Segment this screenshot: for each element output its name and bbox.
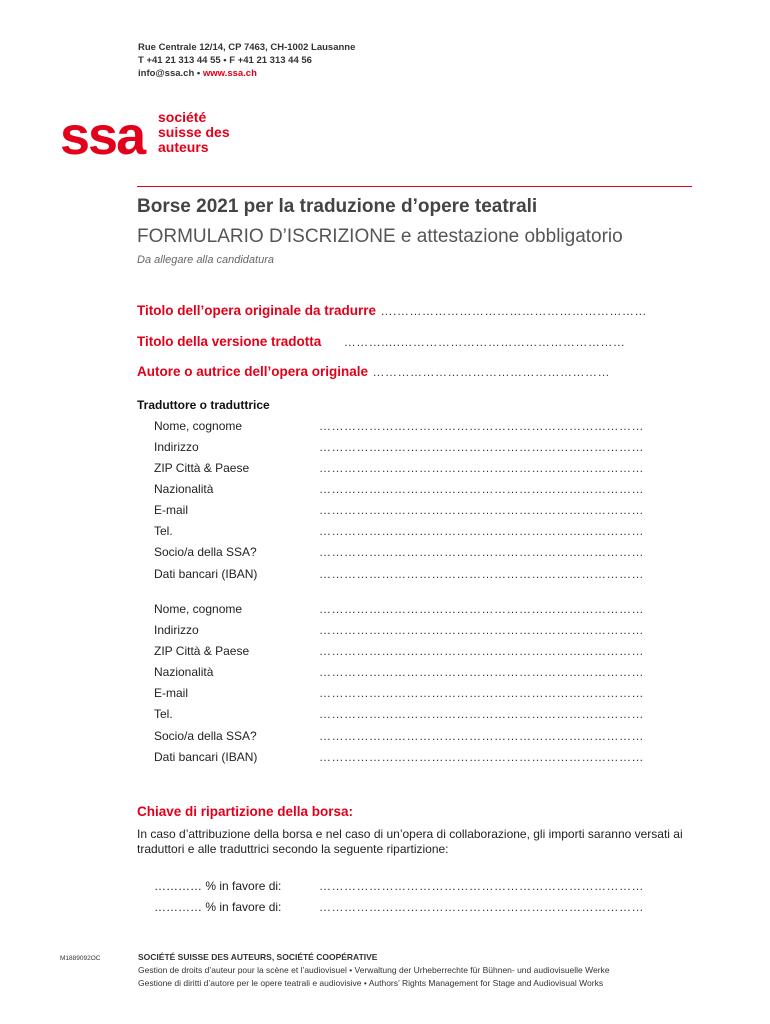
t1-name-label: Nome, cognome <box>154 419 243 433</box>
t1-nationality-label: Nazionalità <box>154 482 214 496</box>
t2-nationality-dots: …………………………………………………………………… <box>319 665 644 679</box>
document-code: M1889092OC <box>60 955 101 962</box>
translated-title-dots: ……….....……………………………………………… <box>343 335 626 349</box>
t1-nationality-dots: …………………………………………………………………… <box>319 482 644 496</box>
logo-line2: suisse des <box>158 124 230 140</box>
t2-phone-field[interactable] <box>154 707 684 725</box>
header-rule <box>137 186 692 187</box>
original-author-label: Autore o autrice dell’opera originale <box>137 364 369 379</box>
t2-iban-dots: …………………………………………………………………… <box>319 750 644 764</box>
t2-address-dots: …………………………………………………………………… <box>319 623 644 637</box>
t2-zip-label: ZIP Città & Paese <box>154 644 250 658</box>
t2-member-dots: …………………………………………………………………… <box>319 729 644 743</box>
t1-nationality-field[interactable] <box>154 482 684 500</box>
email-link[interactable]: info@ssa.ch <box>138 68 195 79</box>
t1-zip-field[interactable] <box>154 461 684 479</box>
t2-phone-label: Tel. <box>154 707 173 721</box>
original-title-dots: ….…………………………………………………… <box>380 304 647 318</box>
split-title: Chiave di ripartizione della borsa: <box>137 804 354 819</box>
t2-address-field[interactable] <box>154 623 684 641</box>
t2-nationality-field[interactable] <box>154 665 684 683</box>
t1-name-field[interactable] <box>154 419 684 437</box>
t1-member-field[interactable] <box>154 545 684 563</box>
footer-line-2: Gestione di diritti d’autore per le opere teatrali e audiovisive • Authors’ Rights Management for Stage and Audiovisual Works <box>138 978 604 988</box>
original-title-label: Titolo dell’opera originale da tradurre <box>137 303 377 318</box>
t2-phone-dots: …………………………………………………………………… <box>319 707 644 721</box>
t2-nationality-label: Nazionalità <box>154 665 214 679</box>
split-row-2-dots: …………………………………………………………………… <box>319 900 644 914</box>
t2-iban-field[interactable] <box>154 750 684 768</box>
t2-member-field[interactable] <box>154 729 684 747</box>
t1-iban-field[interactable] <box>154 567 684 585</box>
t2-address-label: Indirizzo <box>154 623 199 637</box>
footer-org: SOCIÉTÉ SUISSE DES AUTEURS, SOCIÉTÉ COOPÉRATIVE <box>138 952 378 962</box>
original-author-dots: ………………………………………………… <box>372 365 611 379</box>
t1-email-dots: …………………………………………………………………… <box>319 503 644 517</box>
t1-member-dots: …………………………………………………………………… <box>319 545 644 559</box>
t2-email-label: E-mail <box>154 686 189 700</box>
original-author-field[interactable] <box>137 363 692 381</box>
footer-line-1: Gestion de droits d’auteur pour la scène et l’audiovisuel • Verwaltung der Urheberrechte für Bühnen- und audiovisuelle Werke <box>138 965 610 975</box>
t1-address-dots: …………………………………………………………………… <box>319 440 644 454</box>
split-row-1-label: ………… % in favore di: <box>154 879 282 893</box>
t1-phone-dots: …………………………………………………………………… <box>319 524 644 538</box>
page-subtitle: FORMULARIO D’ISCRIZIONE e attestazione obbligatorio <box>137 226 623 247</box>
ssa-logo <box>60 104 240 162</box>
footer <box>138 951 610 990</box>
t2-zip-field[interactable] <box>154 644 684 662</box>
logo-line1: société <box>158 109 207 125</box>
t1-address-field[interactable] <box>154 440 684 458</box>
translated-title-field[interactable] <box>137 333 692 351</box>
t1-iban-label: Dati bancari (IBAN) <box>154 567 258 581</box>
attachment-note: Da allegare alla candidatura <box>137 254 274 266</box>
contact-separator: • <box>194 68 203 79</box>
t1-address-label: Indirizzo <box>154 440 199 454</box>
t1-name-dots: …………………………………………………………………… <box>319 419 644 433</box>
split-row-1[interactable] <box>154 879 684 897</box>
address-block <box>138 41 355 80</box>
t2-name-dots: …………………………………………………………………… <box>319 602 644 616</box>
t1-iban-dots: …………………………………………………………………… <box>319 567 644 581</box>
split-row-2[interactable] <box>154 900 684 918</box>
t1-phone-field[interactable] <box>154 524 684 542</box>
t2-zip-dots: …………………………………………………………………… <box>319 644 644 658</box>
t2-name-label: Nome, cognome <box>154 602 243 616</box>
translated-title-label: Titolo della versione tradotta <box>137 334 322 349</box>
t2-iban-label: Dati bancari (IBAN) <box>154 750 258 764</box>
t1-email-label: E-mail <box>154 503 189 517</box>
t1-email-field[interactable] <box>154 503 684 521</box>
contact-line <box>138 67 355 80</box>
t2-email-dots: …………………………………………………………………… <box>319 686 644 700</box>
translator-section-label: Traduttore o traduttrice <box>137 398 270 412</box>
logo-mark: ssa <box>60 106 145 162</box>
t2-email-field[interactable] <box>154 686 684 704</box>
split-paragraph: In caso d’attribuzione della borsa e nel caso di un’opera di collaborazione, gli importi saranno versati ai traduttori e alle traduttrici secondo la seguente ripartizione: <box>137 827 683 856</box>
phone-line: T +41 21 313 44 55 • F +41 21 313 44 56 <box>138 55 312 66</box>
split-row-1-dots: …………………………………………………………………… <box>319 879 644 893</box>
logo-line3: auteurs <box>158 139 209 155</box>
split-row-2-label: ………… % in favore di: <box>154 900 282 914</box>
page-title: Borse 2021 per la traduzione d’opere teatrali <box>137 196 538 217</box>
original-title-field[interactable] <box>137 302 692 320</box>
website-link[interactable]: www.ssa.ch <box>202 68 257 79</box>
t2-member-label: Socio/a della SSA? <box>154 729 257 743</box>
t2-name-field[interactable] <box>154 602 684 620</box>
t1-phone-label: Tel. <box>154 524 173 538</box>
t1-zip-dots: …………………………………………………………………… <box>319 461 644 475</box>
t1-member-label: Socio/a della SSA? <box>154 545 257 559</box>
t1-zip-label: ZIP Città & Paese <box>154 461 250 475</box>
address-line: Rue Centrale 12/14, CP 7463, CH-1002 Lausanne <box>138 42 356 53</box>
